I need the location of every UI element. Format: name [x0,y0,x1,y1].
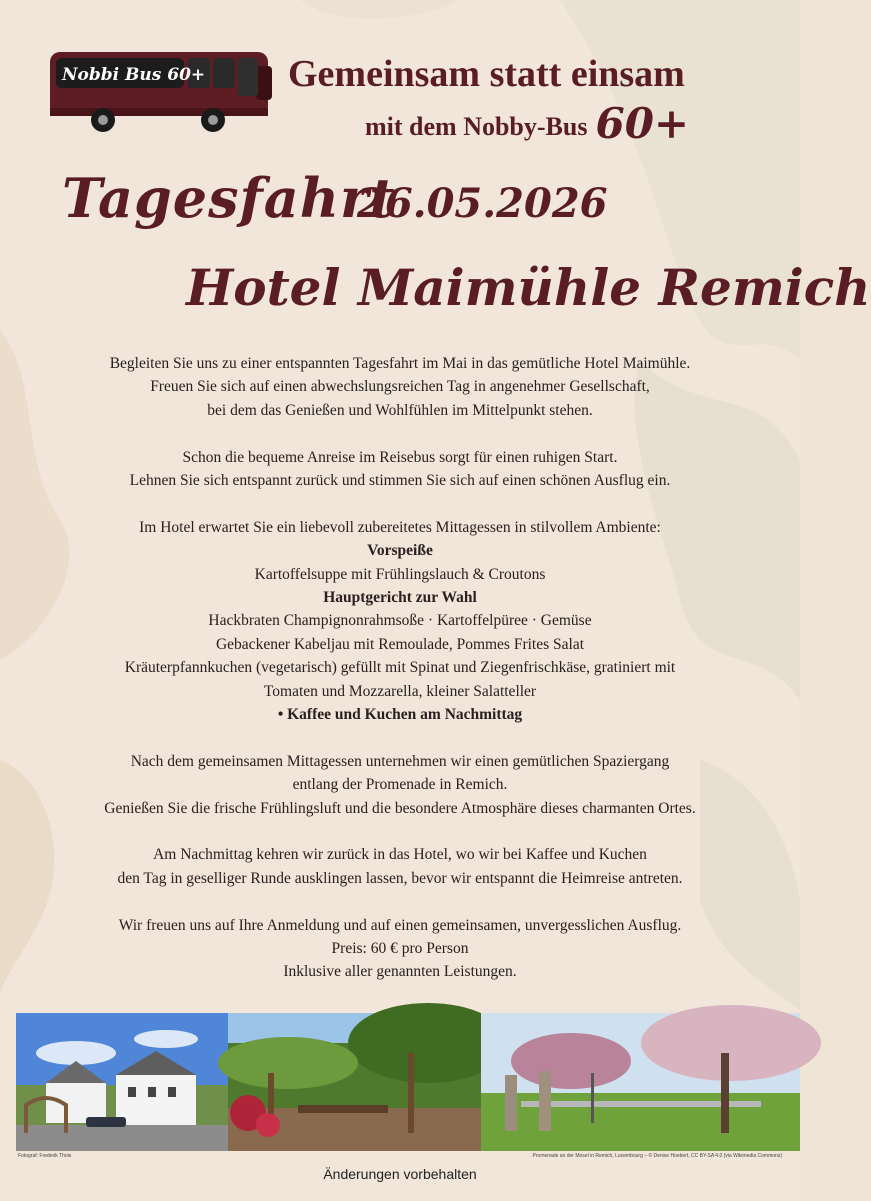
afternoon-line: Am Nachmittag kehren wir zurück in das Hotel, wo wir bei Kaffee und Kuchen [153,846,647,864]
subline [365,99,690,148]
closing-line: Inklusive aller genannten Leistungen. [283,963,517,981]
headline: Gemeinsam statt einsam [288,53,685,95]
subline-accent: 60+ [595,99,690,148]
bus-label: Nobbi Bus 60+ [62,65,206,85]
main-heading: Hauptgericht zur Wahl [323,589,477,607]
subline-text: mit dem Nobby-Bus [365,112,588,141]
intro-line: bei dem das Genießen und Wohlfühlen im Mittelpunkt stehen. [207,401,593,419]
main-option: Hackbraten Champignonrahmsoße · Kartoffelpüree · Gemüse [208,612,592,630]
photo-strip [16,1013,800,1151]
main-option: Gebackener Kabeljau mit Remoulade, Pommes Frites Salat [215,635,585,653]
travel-line: Lehnen Sie sich entspannt zurück und stimmen Sie sich auf einen schönen Ausflug ein. [129,472,671,490]
intro-line: Begleiten Sie uns zu einer entspannten Tagesfahrt im Mai in das gemütliche Hotel Maimühle. [109,355,691,372]
trip-date: 26.05.2026 [357,180,608,227]
walk-line: entlang der Promenade in Remich. [292,776,508,794]
photo-credit-left: Fotograf: Frederik Thois [18,1153,72,1159]
walk-line: Genießen Sie die frische Frühlingsluft und die besondere Atmosphäre dieses charmanten Ortes. [104,799,696,817]
destination-title: Hotel Maimühle Remich [186,258,871,317]
footer-note: Änderungen vorbehalten [323,1166,477,1182]
starter-item: Kartoffelsuppe mit Frühlingslauch & Croutons [254,565,546,583]
closing-line: Wir freuen uns auf Ihre Anmeldung und auf einen gemeinsamen, unvergesslichen Ausflug. [118,916,682,934]
starter-heading: Vorspeiße [367,542,433,560]
intro-line: Freuen Sie sich auf einen abwechslungsreichen Tag in angenehmer Gesellschaft, [150,378,650,396]
bus-illustration [48,44,278,136]
photo-credit-right: Promenade an der Mosel in Remich, Luxembourg – © Denise Hoebert, CC BY-SA 4.0 (via Wikimedia Commons) [532,1153,782,1159]
trip-title: Tagesfahrt [62,166,396,230]
event-description [40,352,760,984]
terrace-photo [228,1013,481,1151]
walk-line: Nach dem gemeinsamen Mittagessen unternehmen wir einen gemütlichen Spaziergang [130,752,670,770]
main-option: Kräuterpfannkuchen (vegetarisch) gefüllt mit Spinat und Ziegenfrischkäse, gratiniert mit [124,659,676,677]
main-option: Tomaten und Mozzarella, kleiner Salatteller [263,682,537,700]
price-line: Preis: 60 € pro Person [331,940,469,958]
hotel-photo [16,1013,228,1151]
menu-intro: Im Hotel erwartet Sie ein liebevoll zubereitetes Mittagessen in stilvollem Ambiente: [139,518,661,536]
afternoon-line: den Tag in geselliger Runde ausklingen lassen, bevor wir entspannt die Heimreise antreten. [117,869,683,887]
promenade-photo [481,1013,800,1151]
coffee-item: • Kaffee und Kuchen am Nachmittag [277,706,523,724]
travel-line: Schon die bequeme Anreise im Reisebus sorgt für einen ruhigen Start. [182,448,618,466]
